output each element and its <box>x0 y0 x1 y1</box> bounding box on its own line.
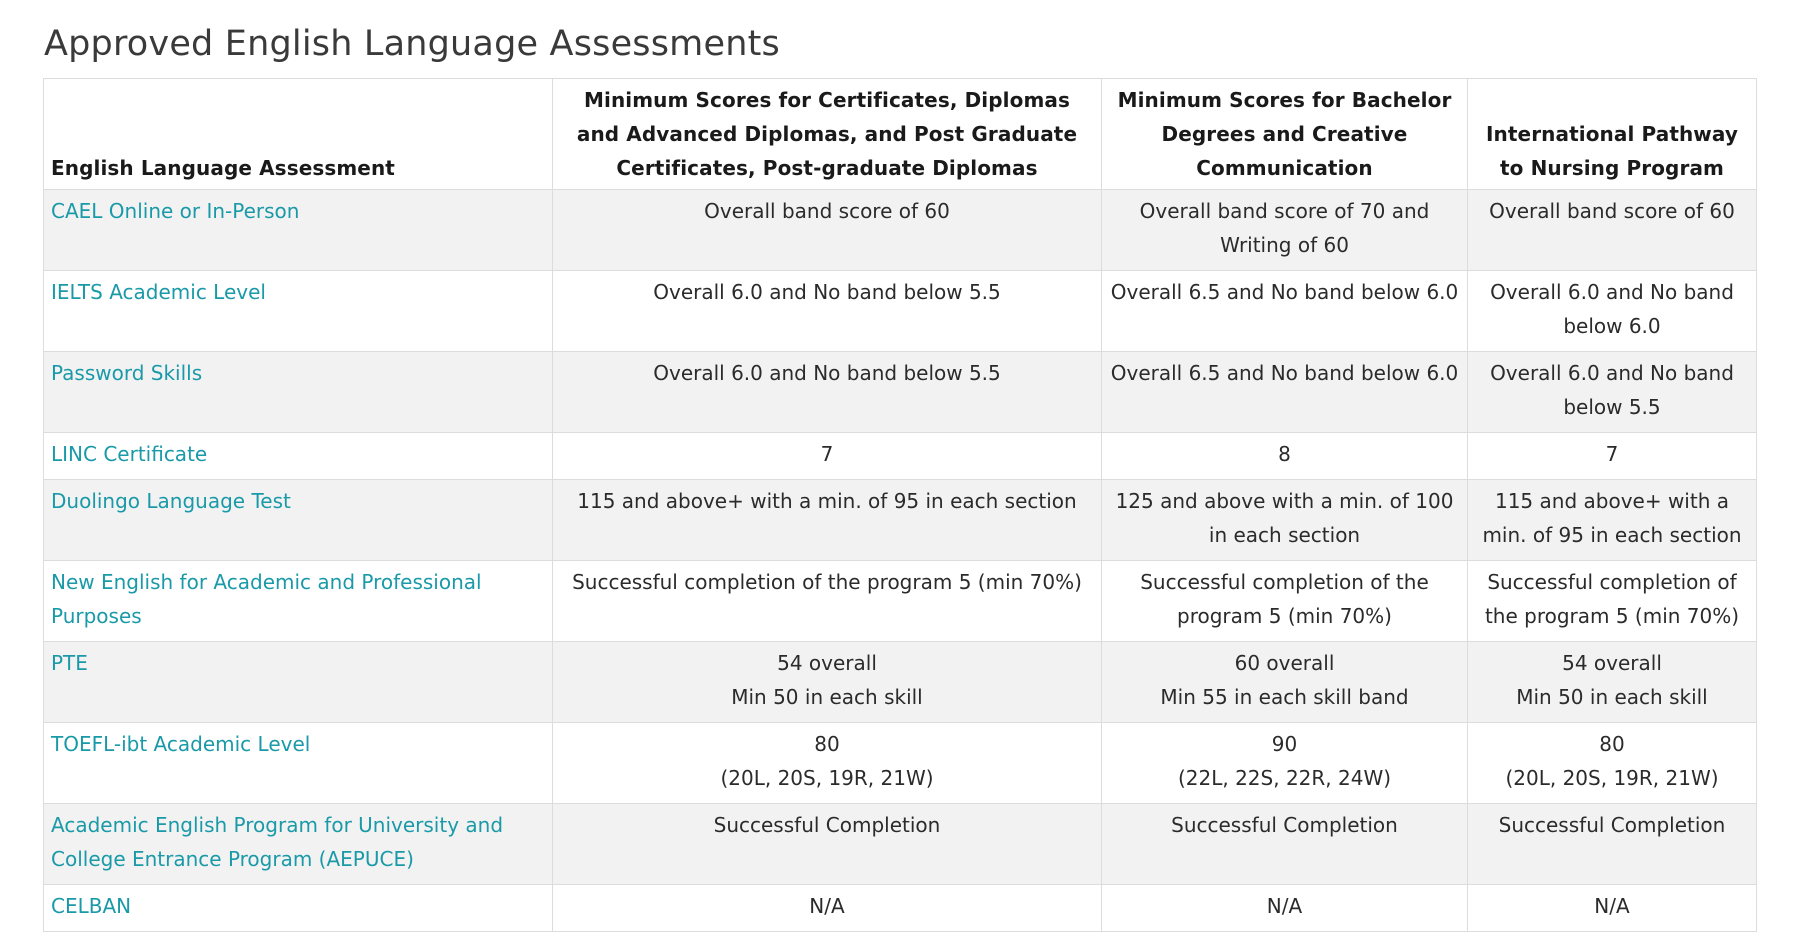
score-cell <box>1102 271 1468 352</box>
score-line: Overall band score of 70 and Writing of 60 <box>1139 199 1430 257</box>
score-line: N/A <box>1266 894 1303 918</box>
score-line: (20L, 20S, 19R, 21W) <box>1505 766 1719 790</box>
score-cell <box>553 885 1102 932</box>
header-nursing-pathway: International Pathway to Nursing Program <box>1468 79 1757 190</box>
score-line: Min 50 in each skill <box>731 685 923 709</box>
score-cell <box>1102 885 1468 932</box>
score-line: Successful completion of the program 5 (min 70%) <box>1484 570 1740 628</box>
score-line: Successful Completion <box>1498 813 1726 837</box>
score-line: 7 <box>1605 442 1619 466</box>
score-cell <box>1468 561 1757 642</box>
table-row <box>44 885 1757 932</box>
score-line: 7 <box>820 442 834 466</box>
score-cell <box>1468 885 1757 932</box>
score-line: Successful completion of the program 5 (min 70%) <box>572 570 1082 594</box>
score-line: Overall band score of 60 <box>1489 199 1735 223</box>
score-cell <box>1102 190 1468 271</box>
score-line: Min 50 in each skill <box>1516 685 1708 709</box>
score-line: Successful Completion <box>1171 813 1398 837</box>
score-line: Min 55 in each skill band <box>1160 685 1409 709</box>
score-cell <box>1102 804 1468 885</box>
assessment-name-link[interactable]: IELTS Academic Level <box>44 271 553 352</box>
assessment-name-link[interactable]: Password Skills <box>44 352 553 433</box>
score-cell <box>1102 352 1468 433</box>
table-row <box>44 723 1757 804</box>
assessment-table <box>43 78 1757 932</box>
score-cell <box>553 723 1102 804</box>
score-line: N/A <box>809 894 845 918</box>
score-line: Successful completion of the program 5 (min 70%) <box>1140 570 1429 628</box>
score-cell <box>1468 190 1757 271</box>
score-cell <box>1468 433 1757 480</box>
score-line: N/A <box>1594 894 1630 918</box>
assessment-name-link[interactable]: Duolingo Language Test <box>44 480 553 561</box>
score-cell <box>553 352 1102 433</box>
score-cell <box>553 190 1102 271</box>
table-row <box>44 433 1757 480</box>
page-title: Approved English Language Assessments <box>44 24 780 64</box>
score-cell <box>1468 271 1757 352</box>
table-header-row <box>44 79 1757 190</box>
assessment-name-link[interactable]: Academic English Program for University and College Entrance Program (AEPUCE) <box>44 804 553 885</box>
assessment-name-link[interactable]: CAEL Online or In-Person <box>44 190 553 271</box>
score-line: Successful Completion <box>713 813 941 837</box>
score-line: 80 <box>814 732 840 756</box>
score-line: 54 overall <box>1562 651 1662 675</box>
score-line: (22L, 22S, 22R, 24W) <box>1177 766 1392 790</box>
score-cell <box>1102 561 1468 642</box>
score-line: 60 overall <box>1234 651 1335 675</box>
table-row <box>44 480 1757 561</box>
header-assessment: English Language Assessment <box>44 79 553 190</box>
score-cell <box>1468 723 1757 804</box>
score-line: Overall 6.0 and No band below 6.0 <box>1490 280 1734 338</box>
score-line: Overall 6.0 and No band below 5.5 <box>653 280 1001 304</box>
score-line: 8 <box>1278 442 1291 466</box>
score-cell <box>1468 352 1757 433</box>
score-line: Overall band score of 60 <box>704 199 950 223</box>
score-line: 90 <box>1271 732 1298 756</box>
score-cell <box>1468 804 1757 885</box>
assessment-name-link[interactable]: PTE <box>44 642 553 723</box>
table-row <box>44 642 1757 723</box>
score-cell <box>1102 723 1468 804</box>
score-cell <box>553 433 1102 480</box>
score-cell <box>553 642 1102 723</box>
score-cell <box>1102 433 1468 480</box>
score-line: 80 <box>1599 732 1625 756</box>
score-line: Overall 6.5 and No band below 6.0 <box>1110 280 1459 304</box>
header-certificates-diplomas: Minimum Scores for Certificates, Diplomas and Advanced Diplomas, and Post Graduate Certificates, Post-graduate Diplomas <box>553 79 1102 190</box>
table-row <box>44 271 1757 352</box>
table-row <box>44 561 1757 642</box>
score-cell <box>1468 642 1757 723</box>
score-cell <box>553 804 1102 885</box>
assessment-name-link[interactable]: CELBAN <box>44 885 553 932</box>
score-cell <box>553 561 1102 642</box>
table-row <box>44 804 1757 885</box>
header-bachelor-degrees: Minimum Scores for Bachelor Degrees and Creative Communication <box>1102 79 1468 190</box>
score-line: 54 overall <box>777 651 877 675</box>
score-line: Overall 6.0 and No band below 5.5 <box>1490 361 1734 419</box>
score-line: 115 and above+ with a min. of 95 in each section <box>1482 489 1742 547</box>
score-line: (20L, 20S, 19R, 21W) <box>720 766 934 790</box>
score-cell <box>1468 480 1757 561</box>
score-line: Overall 6.5 and No band below 6.0 <box>1110 361 1459 385</box>
assessment-name-link[interactable]: LINC Certificate <box>44 433 553 480</box>
table-row <box>44 190 1757 271</box>
score-cell <box>1102 480 1468 561</box>
score-line: 115 and above+ with a min. of 95 in each section <box>577 489 1077 513</box>
assessment-name-link[interactable]: New English for Academic and Professional Purposes <box>44 561 553 642</box>
score-line: 125 and above with a min. of 100 in each section <box>1115 489 1454 547</box>
score-cell <box>553 480 1102 561</box>
table-row <box>44 352 1757 433</box>
assessment-name-link[interactable]: TOEFL-ibt Academic Level <box>44 723 553 804</box>
score-line: Overall 6.0 and No band below 5.5 <box>653 361 1001 385</box>
score-cell <box>553 271 1102 352</box>
score-cell <box>1102 642 1468 723</box>
